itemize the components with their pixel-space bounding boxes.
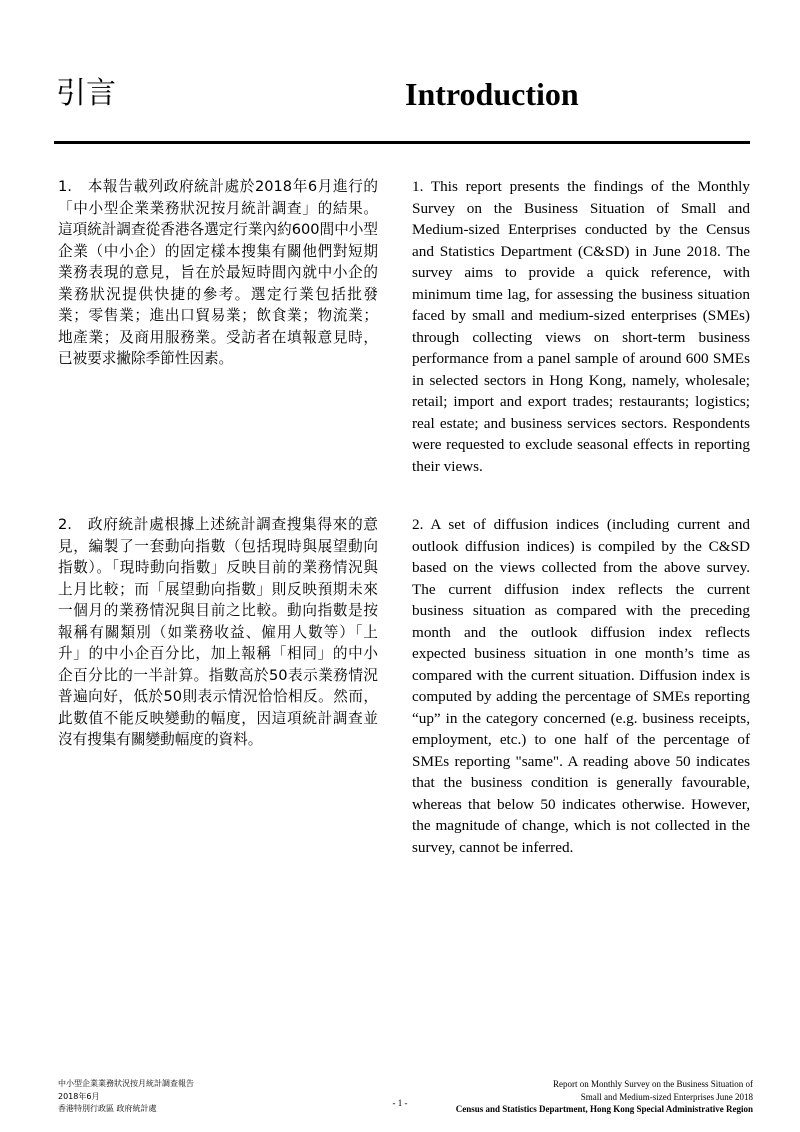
page-title-chinese: 引言 bbox=[56, 76, 116, 111]
page-number: - 1 - bbox=[392, 1098, 408, 1108]
footer-department-en: Census and Statistics Department, Hong Kong Special Administrative Region bbox=[455, 1104, 753, 1114]
footer-report-title-en-2: Small and Medium-sized Enterprises June 2018 bbox=[580, 1091, 753, 1102]
page-title-english: Introduction bbox=[405, 76, 579, 112]
footer-report-title-zh: 中小型企業業務狀況按月統計調查報告 bbox=[58, 1079, 194, 1088]
paragraph-1-english: 1. This report presents the findings of the Monthly Survey on the Business Situation of Small and Medium-sized Enterprises conducted by the Census and Statistics Department (C&SD) in June 2018. The survey aims to provide a quick reference, with minimum time lag, for assessing the business situation faced by small and medium-sized enterprises (SMEs) through collecting views on short-term business performance from a panel sample of around 600 SMEs in selected sectors in Hong Kong, namely, wholesale; retail; import and export trades; restaurants; logistics; real estate; and business services sectors. Respondents were requested to exclude seasonal effects in reporting their views. bbox=[412, 178, 750, 475]
footer-right-english bbox=[456, 1078, 753, 1116]
footer-report-title-en-1: Report on Monthly Survey on the Business Situation of bbox=[553, 1079, 753, 1089]
footer-department-zh: 香港特別行政區 政府統計處 bbox=[58, 1104, 157, 1113]
paragraph-2-english: 2. A set of diffusion indices (including current and outlook diffusion indices) is compiled by the C&SD based on the views collected from the above survey. The current diffusion index reflects the current business situation as compared with the preceding month and the outlook diffusion index reflects expected business situation in one month’s time as compared with the current situation. Diffusion index is computed by adding the percentage of SMEs reporting “up” in the category concerned (e.g. business receipts, employment, etc.) to one half of the percentage of SMEs reporting "same". A reading above 50 indicates that the business condition is generally favourable, whereas that below 50 indicates otherwise. However, the magnitude of change, which is not collected in the survey, cannot be inferred. bbox=[412, 516, 750, 856]
paragraph-2-chinese: 2. 政府統計處根據上述統計調查搜集得來的意見，編製了一套動向指數（包括現時與展望動向指數）。「現時動向指數」反映目前的業務情況與上月比較；而「展望動向指數」則反映預期未來一個月的業務情況與目前之比較。動向指數是按報稱有關類別（如業務收益、僱用人數等）「上升」的中小企百分比，加上報稱「相同」的中小企百分比的一半計算。指數高於50表示業務情況普遍向好，低於50則表示情況恰恰相反。然而，此數值不能反映變動的幅度，因這項統計調查並沒有搜集有關變動幅度的資料。 bbox=[58, 516, 378, 748]
header-divider bbox=[54, 141, 750, 144]
paragraph-1-chinese: 1. 本報告載列政府統計處於2018年6月進行的「中小型企業業務狀況按月統計調查」的結果。這項統計調查從香港各選定行業內約600間中小型企業（中小企）的固定樣本搜集有關他們對短期業務表現的意見，旨在於最短時間內就中小企的業務狀況提供快捷的參考。選定行業包括批發業；零售業；進出口貿易業；飲食業；物流業；地產業；及商用服務業。受訪者在填報意見時，已被要求撇除季節性因素。 bbox=[58, 178, 378, 367]
footer-date-zh: 2018年6月 bbox=[58, 1091, 100, 1101]
